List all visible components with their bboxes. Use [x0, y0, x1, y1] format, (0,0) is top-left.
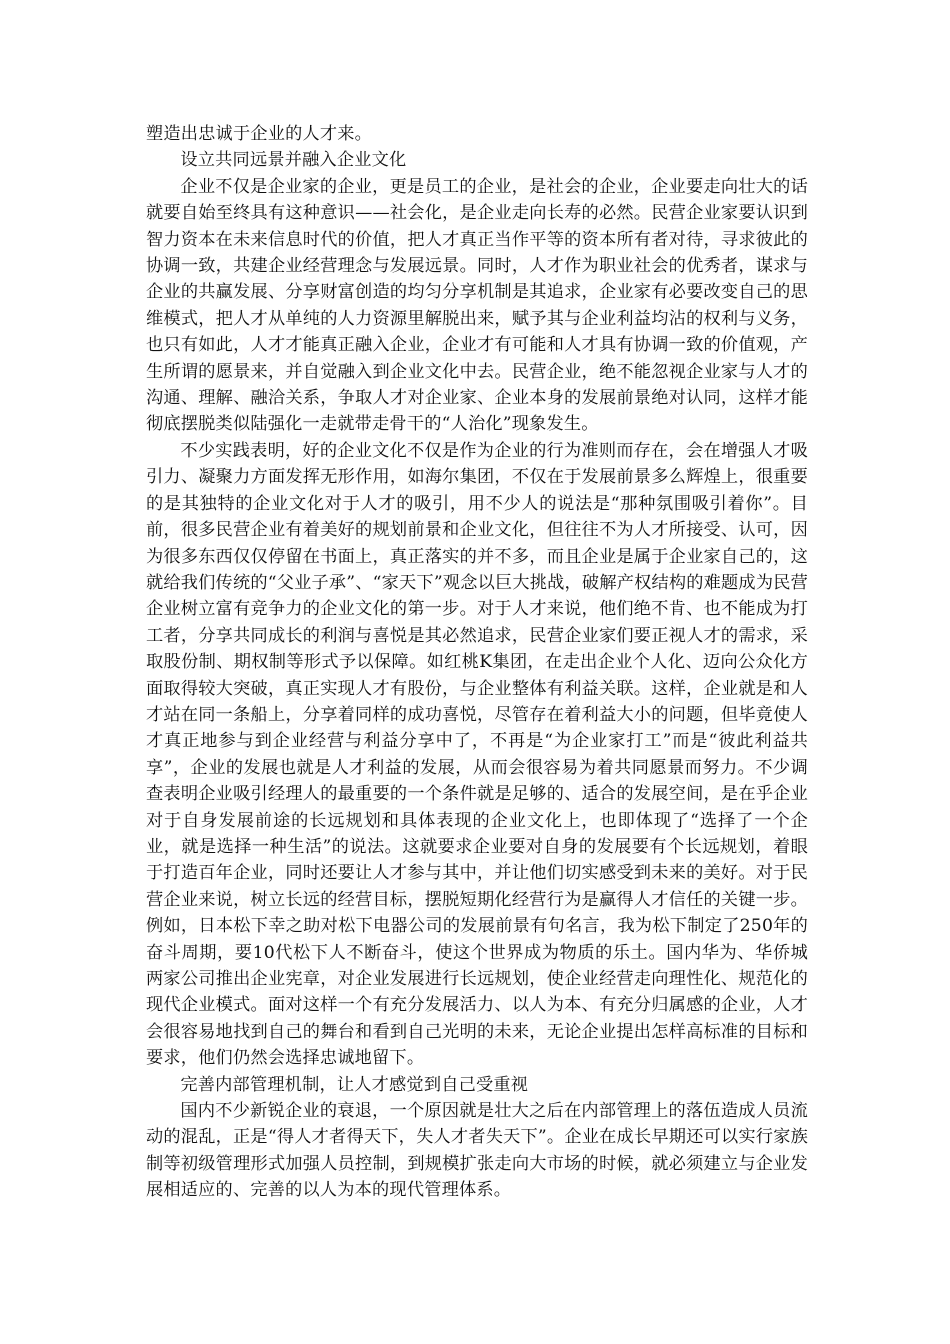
section-heading-shared-vision: 设立共同远景并融入企业文化 [180, 150, 407, 171]
paragraph-management-system: 国内不少新锐企业的衰退，一个原因就是壮大之后在内部管理上的落伍造成人员流动的混乱，正是“得人才者得天下，失人才者失天下”。企业在成长早期还可以实行家族制等初级管理形式加强人员控制，到规模扩张走向大市场的时候，就必须建立与企业发展相适应的、完善的以人为本的现代管理体系。 [146, 1101, 808, 1201]
section-heading-internal-management: 完善内部管理机制，让人才感觉到自己受重视 [180, 1074, 529, 1095]
document-body [146, 121, 808, 1204]
paragraph-corporate-culture: 不少实践表明，好的企业文化不仅是作为企业的行为准则而存在，会在增强人才吸引力、凝聚力方面发挥无形作用，如海尔集团，不仅在于发展前景多么辉煌上，很重要的是其独特的企业文化对于人才的吸引，用不少人的说法是“那种氛围吸引着你”。目前，很多民营企业有着美好的规划前景和企业文化，但往往不为人才所接受、认可，因为很多东西仅仅停留在书面上，真正落实的并不多，而且企业是属于企业家自己的，这就给我们传统的“父业子承”、“家天下”观念以巨大挑战，破解产权结构的难题成为民营企业树立富有竞争力的企业文化的第一步。对于人才来说，他们绝不肯、也不能成为打工者，分享共同成长的利润与喜悦是其必然追求，民营企业家们要正视人才的需求，采取股份制、期权制等形式予以保障。如红桃K集团，在走出企业个人化、迈向公众化方面取得较大突破，真正实现人才有股份，与企业整体有利益关联。这样，企业就是和人才站在同一条船上，分享着同样的成功喜悦，尽管存在着利益大小的问题，但毕竟使人才真正地参与到企业经营与利益分享中了，不再是“为企业家打工”而是“彼此利益共享”，企业的发展也就是人才利益的发展，从而会很容易为着共同愿景而努力。不少调查表明企业吸引经理人的最重要的一个条件就是足够的、适合的发展空间，是在乎企业对于自身发展前途的长远规划和具体表现的企业文化上，也即体现了“选择了一个企业，就是选择一种生活”的说法。这就要求企业要对自身的发展要有个长远规划，着眼于打造百年企业，同时还要让人才参与其中，并让他们切实感受到未来的美好。对于民营企业来说，树立长远的经营目标，摆脱短期化经营行为是赢得人才信任的关键一步。例如，日本松下幸之助对松下电器公司的发展前景有句名言，我为松下制定了250年的奋斗周期，要10代松下人不断奋斗，使这个世界成为物质的乐土。国内华为、华侨城两家公司推出企业宪章，对企业发展进行长远规划，使企业经营走向理性化、规范化的现代企业模式。面对这样一个有充分发展活力、以人为本、有充分归属感的企业，人才会很容易地找到自己的舞台和看到自己光明的未来，无论企业提出怎样高标准的目标和要求，他们仍然会选择忠诚地留下。 [146, 440, 808, 1069]
paragraph-continuation: 塑造出忠诚于企业的人才来。 [146, 124, 373, 144]
paragraph-socialization: 企业不仅是企业家的企业，更是员工的企业，是社会的企业，企业要走向壮大的话就要自始至终具有这种意识——社会化，是企业走向长寿的必然。民营企业家要认识到智力资本在未来信息时代的价值，把人才真正当作平等的资本所有者对待，寻求彼此的协调一致，共建企业经营理念与发展远景。同时，人才作为职业社会的优秀者，谋求与企业的共赢发展、分享财富创造的均匀分享机制是其追求，企业家有必要改变自己的思维模式，把人才从单纯的人力资源里解脱出来，赋予其与企业利益均沾的权利与义务，也只有如此，人才才能真正融入企业，企业才有可能和人才具有协调一致的价值观，产生所谓的愿景来，并自觉融入到企业文化中去。民营企业，绝不能忽视企业家与人才的沟通、理解、融洽关系，争取人才对企业家、企业本身的发展前景绝对认同，这样才能彻底摆脱类似陆强化一走就带走骨干的“人治化”现象发生。 [146, 176, 808, 435]
